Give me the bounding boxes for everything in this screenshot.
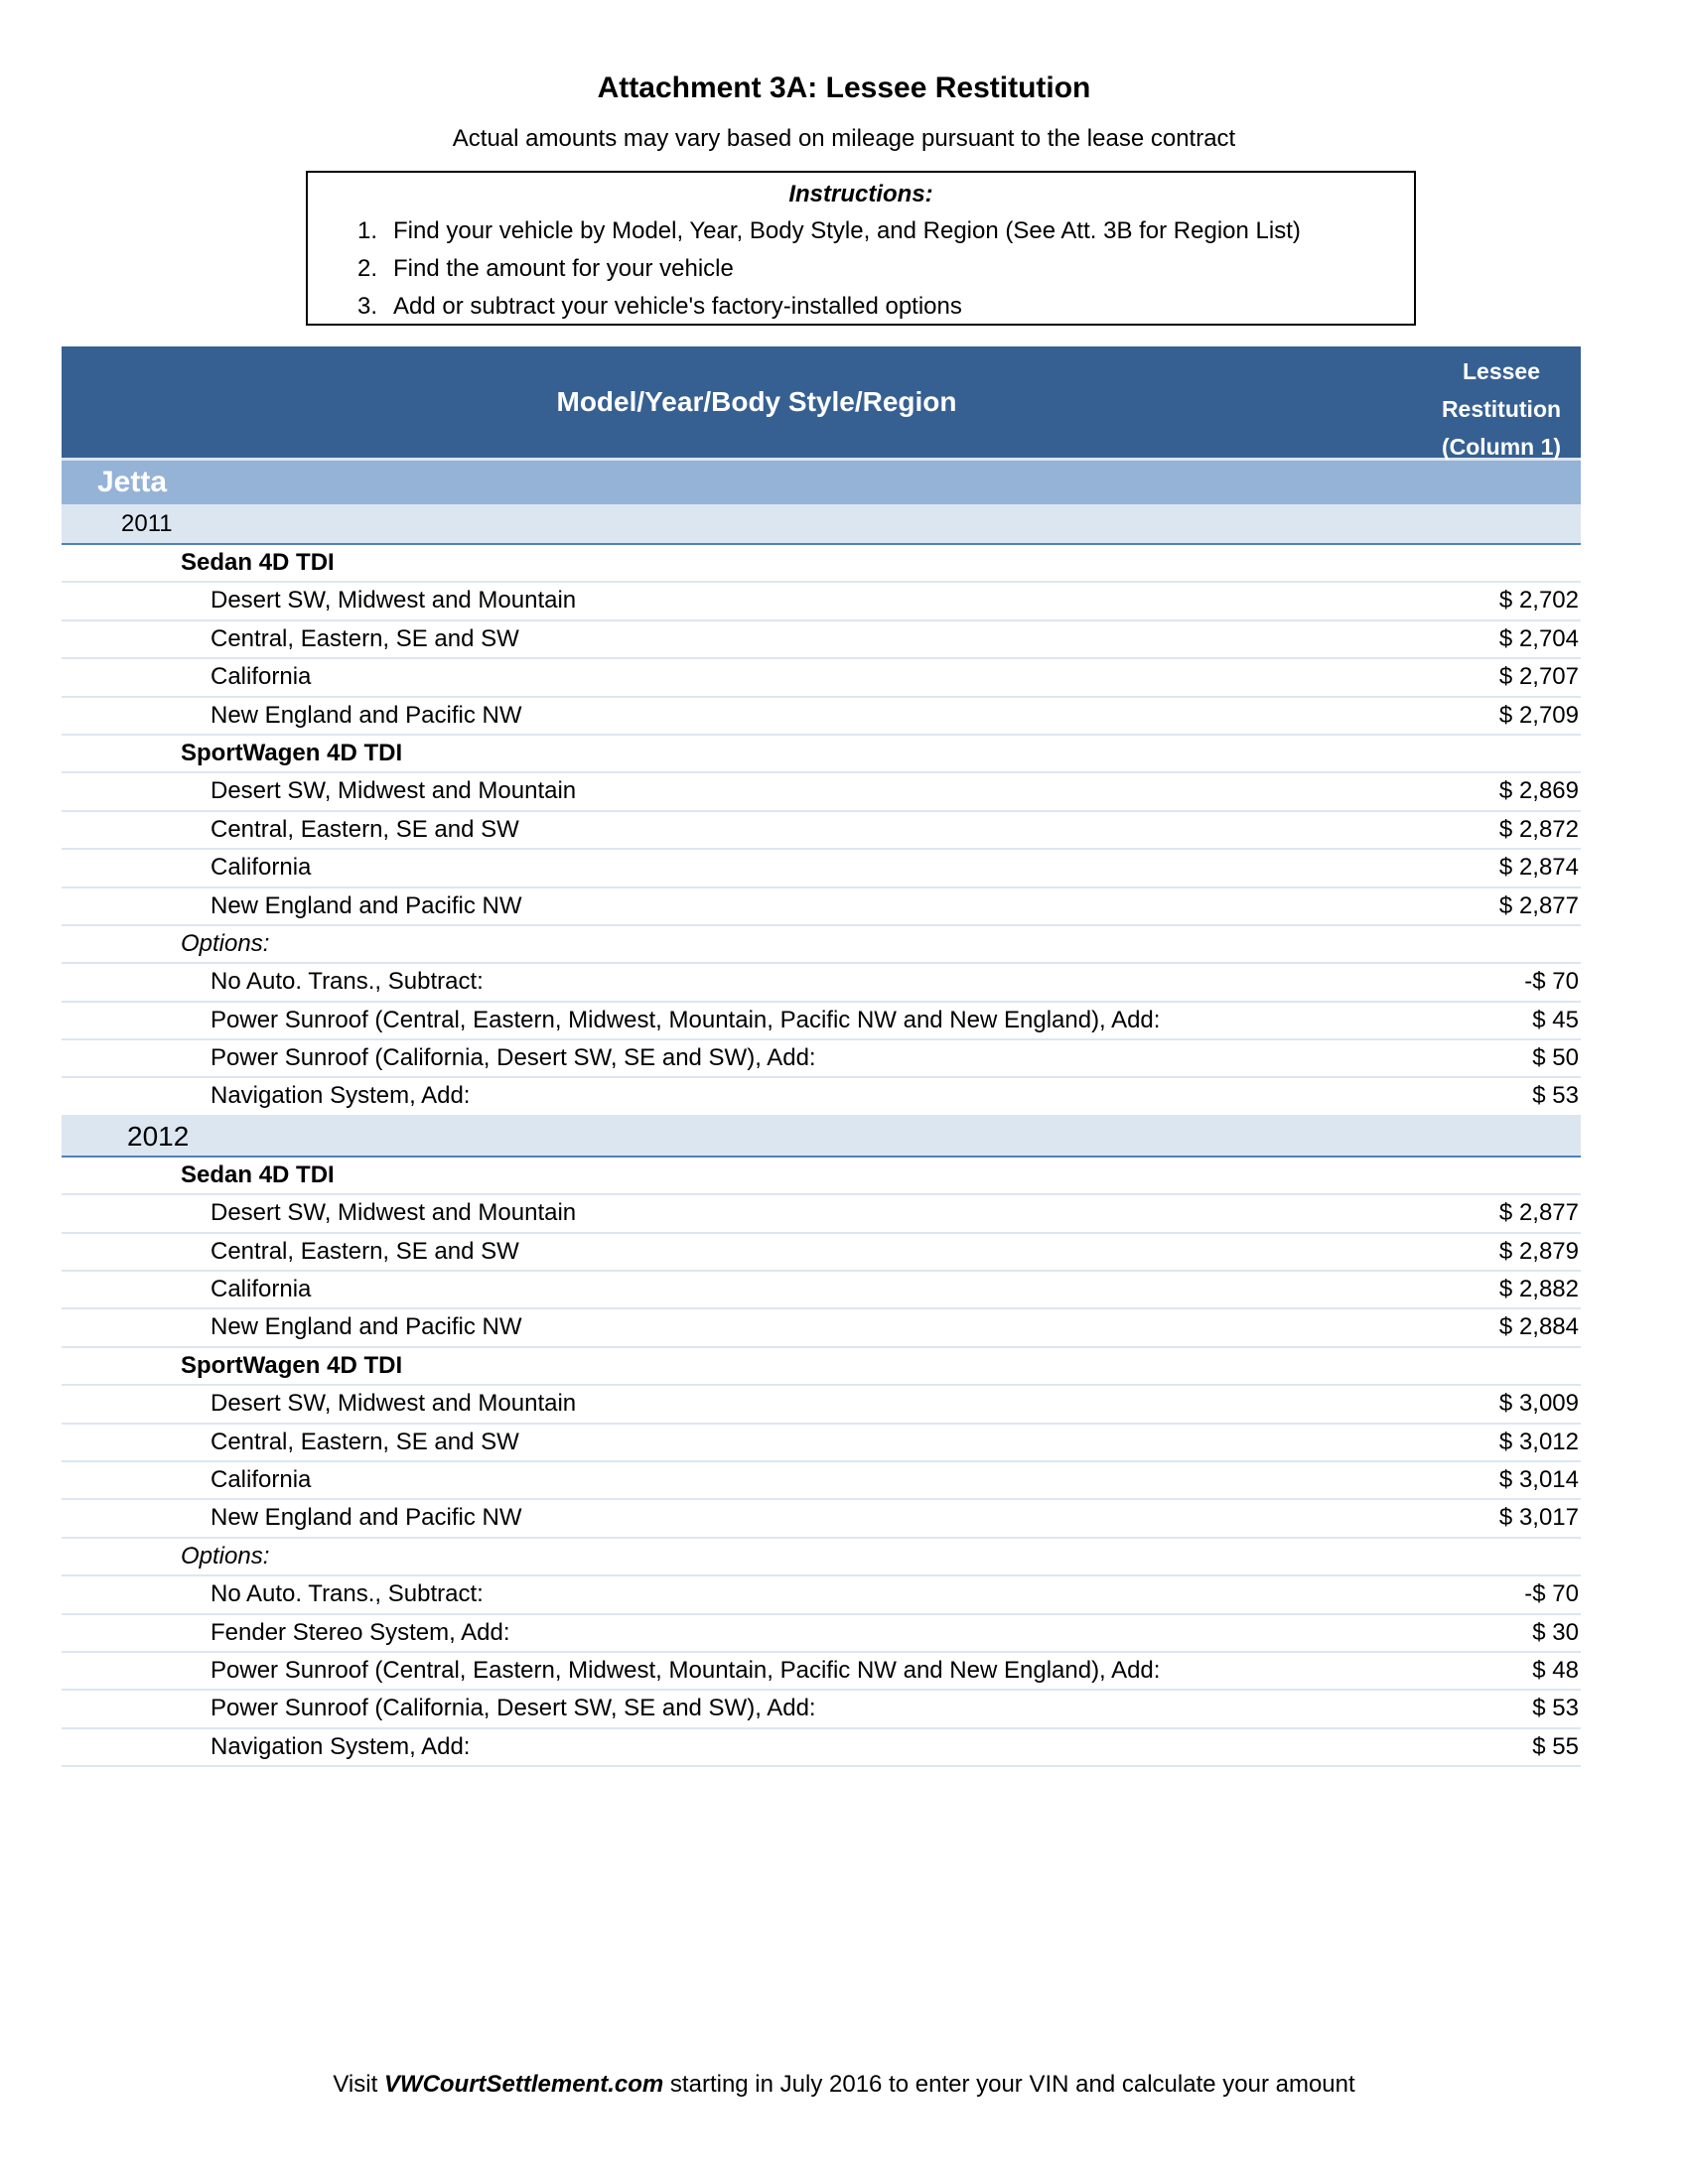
instruction-text: Find your vehicle by Model, Year, Body Style, and Region (See Att. 3B for Region List) (393, 217, 1301, 244)
row-label: California (211, 663, 312, 691)
row-amount: $ 50 (1532, 1044, 1579, 1072)
body-style-row (62, 1348, 1581, 1386)
row-label: California (211, 854, 312, 882)
option-row (62, 1576, 1581, 1614)
row-label: SportWagen 4D TDI (181, 1351, 403, 1379)
row-label: Central, Eastern, SE and SW (211, 624, 519, 652)
row-amount: $ 30 (1532, 1618, 1579, 1646)
table-row (62, 659, 1581, 697)
row-label: New England and Pacific NW (211, 891, 522, 919)
row-amount: $ 3,014 (1498, 1465, 1579, 1493)
header-lessee-restitution (1422, 352, 1581, 466)
row-label: Navigation System, Add: (211, 1082, 471, 1110)
row-amount: $ 3,017 (1498, 1504, 1579, 1532)
body-style-row (62, 545, 1581, 583)
row-label: Central, Eastern, SE and SW (211, 1237, 519, 1265)
option-row (62, 1003, 1581, 1040)
instruction-item (308, 212, 1414, 250)
header-line: (Column 1) (1441, 434, 1562, 460)
row-label: Desert SW, Midwest and Mountain (211, 777, 577, 805)
header-line: Lessee (1462, 358, 1540, 384)
row-label: Power Sunroof (Central, Eastern, Midwest, Mountain, Pacific NW and New England), Add: (211, 1006, 1161, 1033)
row-amount: $ 53 (1532, 1082, 1579, 1110)
body-style-row (62, 736, 1581, 773)
row-amount: $ 2,704 (1498, 624, 1579, 652)
option-row (62, 1078, 1581, 1116)
header-model-year-body-region: Model/Year/Body Style/Region (556, 386, 957, 417)
table-row (62, 621, 1581, 659)
option-row (62, 1691, 1581, 1728)
row-label: SportWagen 4D TDI (181, 739, 403, 766)
table-row (62, 1386, 1581, 1424)
row-label: California (211, 1465, 312, 1493)
table-row (62, 773, 1581, 811)
instruction-text: Find the amount for your vehicle (393, 255, 734, 282)
row-label: New England and Pacific NW (211, 1313, 522, 1341)
row-label: No Auto. Trans., Subtract: (211, 968, 484, 996)
table-row (62, 1500, 1581, 1538)
row-amount: $ 2,869 (1498, 777, 1579, 805)
instruction-item (308, 250, 1414, 288)
body-style-row (62, 1158, 1581, 1195)
instruction-number: 3. (357, 293, 378, 320)
year-row: 2012 (62, 1117, 1581, 1158)
row-amount: $ 45 (1532, 1006, 1579, 1033)
row-amount: $ 2,877 (1498, 1199, 1579, 1227)
table-row (62, 812, 1581, 850)
option-row (62, 1729, 1581, 1767)
page-title: Attachment 3A: Lessee Restitution (597, 71, 1091, 104)
instructions-heading: Instructions: (788, 181, 933, 207)
row-amount: $ 3,009 (1498, 1390, 1579, 1418)
row-label: Fender Stereo System, Add: (211, 1618, 510, 1646)
instructions-box (306, 171, 1416, 326)
instruction-number: 1. (357, 217, 378, 244)
row-amount: $ 2,879 (1498, 1237, 1579, 1265)
row-label: Navigation System, Add: (211, 1732, 471, 1760)
header-line: Restitution (1441, 396, 1562, 422)
model-row: Jetta (62, 461, 1581, 504)
row-amount: $ 2,709 (1498, 701, 1579, 729)
option-row (62, 1040, 1581, 1078)
row-amount: $ 2,707 (1498, 663, 1579, 691)
table-row (62, 583, 1581, 620)
row-label: New England and Pacific NW (211, 701, 522, 729)
row-label: Central, Eastern, SE and SW (211, 1428, 519, 1455)
row-label: Desert SW, Midwest and Mountain (211, 1199, 577, 1227)
page-subtitle: Actual amounts may vary based on mileage pursuant to the lease contract (452, 125, 1236, 152)
table-row (62, 1462, 1581, 1500)
table-row (62, 698, 1581, 736)
row-amount: -$ 70 (1524, 1580, 1579, 1608)
row-label: Options: (181, 1542, 270, 1570)
row-amount: $ 2,874 (1498, 854, 1579, 882)
row-label: Power Sunroof (California, Desert SW, SE and SW), Add: (211, 1695, 816, 1722)
row-amount: $ 2,702 (1498, 587, 1579, 614)
option-row (62, 964, 1581, 1002)
row-label: Sedan 4D TDI (181, 1160, 335, 1188)
row-label: Power Sunroof (California, Desert SW, SE and SW), Add: (211, 1044, 816, 1072)
year-row: 2011 (62, 504, 1581, 545)
row-amount: $ 3,012 (1498, 1428, 1579, 1455)
options-heading-row (62, 1539, 1581, 1576)
row-amount: $ 2,877 (1498, 891, 1579, 919)
option-row (62, 1653, 1581, 1691)
options-heading-row (62, 926, 1581, 964)
restitution-table (62, 346, 1581, 1767)
footer-link[interactable]: VWCourtSettlement.com (383, 2071, 664, 2098)
row-label: Desert SW, Midwest and Mountain (211, 1390, 577, 1418)
table-row (62, 1272, 1581, 1309)
table-row (62, 1425, 1581, 1462)
footer-suffix: starting in July 2016 to enter your VIN and calculate your amount (663, 2071, 1355, 2098)
row-label: New England and Pacific NW (211, 1504, 522, 1532)
row-label: Sedan 4D TDI (181, 549, 335, 576)
table-row (62, 850, 1581, 887)
table-header (62, 346, 1581, 461)
table-row (62, 1195, 1581, 1233)
instruction-text: Add or subtract your vehicle's factory-installed options (393, 293, 962, 320)
row-label: Central, Eastern, SE and SW (211, 815, 519, 843)
option-row (62, 1615, 1581, 1653)
footer-prefix: Visit (333, 2071, 384, 2098)
row-label: Desert SW, Midwest and Mountain (211, 587, 577, 614)
row-amount: $ 48 (1532, 1656, 1579, 1684)
row-amount: $ 53 (1532, 1695, 1579, 1722)
footer-note (0, 2071, 1688, 2099)
row-amount: $ 2,872 (1498, 815, 1579, 843)
instruction-item (308, 288, 1414, 326)
row-amount: $ 2,882 (1498, 1276, 1579, 1303)
row-label: California (211, 1276, 312, 1303)
table-row (62, 1309, 1581, 1347)
table-body (62, 504, 1581, 1767)
row-label: No Auto. Trans., Subtract: (211, 1580, 484, 1608)
table-row (62, 888, 1581, 926)
table-row (62, 1234, 1581, 1272)
row-label: Power Sunroof (Central, Eastern, Midwest, Mountain, Pacific NW and New England), Add: (211, 1656, 1161, 1684)
row-amount: $ 2,884 (1498, 1313, 1579, 1341)
row-label: Options: (181, 929, 270, 957)
instruction-number: 2. (357, 255, 378, 282)
row-amount: $ 55 (1532, 1732, 1579, 1760)
row-amount: -$ 70 (1524, 968, 1579, 996)
